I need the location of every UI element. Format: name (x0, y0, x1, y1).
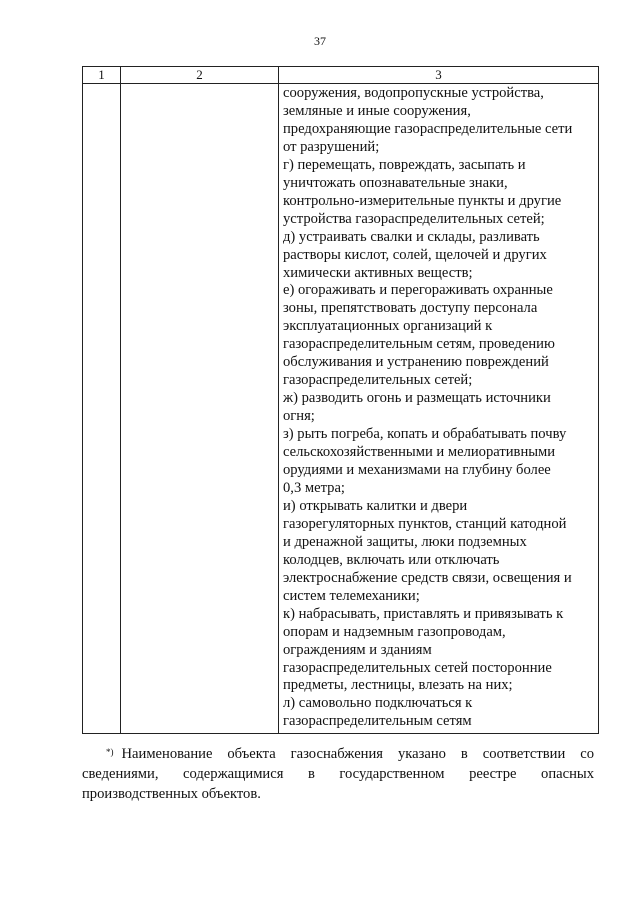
text-line: газорегуляторных пунктов, станций катодной (283, 515, 567, 532)
cell-col-3-prohibitions (279, 84, 599, 734)
table-header-row (83, 67, 599, 84)
text-line: от разрушений; (283, 138, 380, 155)
text-line: предметы, лестницы, влезать на них; (283, 677, 513, 694)
text-line: зоны, препятствовать доступу персонала (283, 300, 538, 317)
column-header-3: 3 (279, 67, 599, 84)
regulation-table (82, 66, 599, 734)
footnote-line-3: производственных объектов. (82, 786, 261, 802)
text-line: е) огораживать и перегораживать охранные (283, 282, 553, 299)
text-line: химически активных веществ; (283, 264, 473, 281)
text-line: и) открывать калитки и двери (283, 497, 468, 514)
footnote-line-1-text: Наименование объекта газоснабжения указано в соответствии со (121, 746, 594, 762)
table-row (83, 84, 599, 734)
column-header-1: 1 (83, 67, 121, 84)
footnote-line-1 (82, 744, 594, 764)
cell-col-2 (121, 84, 279, 734)
text-line: растворы кислот, солей, щелочей и других (283, 246, 547, 263)
page-number: 37 (314, 34, 326, 48)
text-line: электроснабжение средств связи, освещения и (283, 569, 572, 586)
text-line: д) устраивать свалки и склады, разливать (283, 228, 540, 245)
text-line: уничтожать опознавательные знаки, (283, 174, 508, 191)
text-line: эксплуатационных организаций к (283, 318, 493, 335)
text-line: к) набрасывать, приставлять и привязывать к (283, 605, 564, 622)
text-line: газораспределительных сетей посторонние (283, 659, 552, 676)
text-line: ограждениям и зданиям (283, 641, 432, 658)
text-line: контрольно-измерительные пункты и другие (283, 192, 562, 209)
text-line: газораспределительных сетей; (283, 372, 473, 389)
text-line: сельскохозяйственными и мелиоративными (283, 444, 556, 461)
text-line: з) рыть погреба, копать и обрабатывать почву (283, 426, 567, 443)
text-line: ж) разводить огонь и размещать источники (283, 390, 551, 407)
text-line: л) самовольно подключаться к (283, 695, 473, 712)
footnote (82, 744, 594, 804)
text-line: г) перемещать, повреждать, засыпать и (283, 156, 526, 173)
text-line: устройства газораспределительных сетей; (283, 210, 545, 227)
column-header-2: 2 (121, 67, 279, 84)
text-line: предохраняющие газораспределительные сети (283, 120, 573, 137)
text-line: газораспределительным сетям (283, 713, 472, 730)
footnote-line-2: сведениями, содержащимися в государственном реестре опасных (82, 766, 594, 782)
text-line: обслуживания и устранению повреждений (283, 354, 549, 371)
footnote-mark: *) (106, 747, 114, 757)
text-line: опорам и надземным газопроводам, (283, 623, 506, 640)
cell-col-1 (83, 84, 121, 734)
text-line: земляные и иные сооружения, (283, 102, 471, 119)
text-line: газораспределительным сетям, проведению (283, 336, 555, 353)
text-line: сооружения, водопропускные устройства, (283, 85, 544, 101)
text-line: орудиями и механизмами на глубину более (283, 462, 551, 479)
text-line: 0,3 метра; (283, 479, 345, 496)
text-line: систем телемеханики; (283, 587, 420, 604)
text-line: и дренажной защиты, люки подземных (283, 533, 527, 550)
text-line: колодцев, включать или отключать (283, 551, 500, 568)
text-line: огня; (283, 408, 315, 425)
